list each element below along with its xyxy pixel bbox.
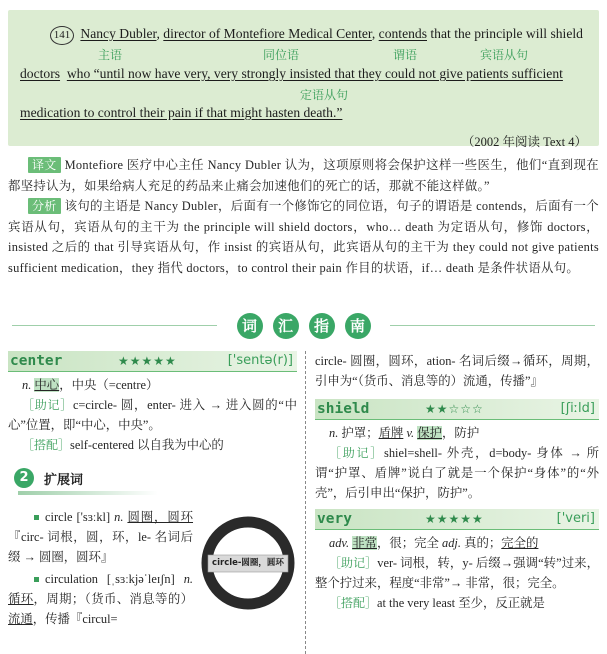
collocation-text: self-centered 以自我为中心的	[70, 438, 224, 452]
apposition-text: director of Montefiore Medical Center	[163, 26, 372, 41]
definition-rest: ，中央（=centre）	[59, 378, 159, 392]
entry-header-center	[8, 351, 297, 372]
headword-shield: shield	[317, 401, 370, 417]
circulation-entry	[8, 569, 193, 629]
title-line-right	[390, 325, 595, 326]
pos-label-2: adj.	[442, 536, 461, 550]
very-def-3: 真的；	[464, 536, 502, 550]
entry-header-very	[315, 509, 599, 530]
translation-tag: 译文	[28, 157, 61, 173]
circulation-def-2: ，周期；（货币、消息等的）	[33, 592, 193, 606]
translation-text: Montefiore 医疗中心主任 Nancy Dubler 认为，这项原则将会保护这样一些医生，他们“直到现在都坚持认为，如果给病人充足的药品来止痛会加速他们的死亡的话，那就不能这样做。”	[8, 158, 599, 193]
definition-highlight: 中心	[34, 378, 60, 392]
circle-def: 圆圈，圆环	[127, 510, 194, 524]
pos-label: n.	[329, 426, 339, 440]
circle-illustration	[200, 515, 296, 611]
sentence-line-2	[20, 66, 563, 82]
label-relative-clause: 定语从句	[300, 88, 349, 102]
center-memo	[8, 395, 297, 435]
example-sentence-box	[8, 10, 599, 149]
very-def-4: 完全的	[501, 536, 539, 550]
shield-def-4: ，防护	[442, 426, 480, 440]
headword-center: center	[10, 353, 63, 369]
extension-words	[8, 507, 193, 629]
title-char-1: 词	[237, 313, 263, 339]
subject-text: Nancy Dubler	[80, 26, 157, 41]
source-citation: （2002 年阅读 Text 4）	[461, 135, 587, 149]
circulation-word: circulation [ˌsɜːkjəˈleɪʃn]	[45, 572, 175, 586]
shield-memo	[315, 443, 599, 503]
translation-paragraph	[8, 155, 599, 196]
column-divider	[305, 351, 306, 654]
memo-tag: ［助记］	[22, 398, 73, 412]
extension-badge: 2	[14, 468, 34, 488]
frequency-stars: ★★★★★	[425, 512, 484, 526]
circulation-def-1: 循环	[8, 592, 34, 606]
shield-def-1: 护罩；	[341, 426, 379, 440]
very-def-1: 非常	[352, 536, 377, 550]
title-char-2: 汇	[273, 313, 299, 339]
collocation-text: at the very least 至少，反正就是	[377, 596, 545, 610]
very-collocation	[315, 593, 599, 613]
sentence-number: 141	[50, 26, 74, 45]
analysis-text: 该句的主语是 Nancy Dubler，后面有一个修饰它的同位语，句子的谓语是 contends，后面有一个宾语从句，宾语从句的主干为 the principle will shield doctors，who… death 为定语从句，修饰 doctors，insisted 之后的 that 引导宾语从句，作 insist 的宾语从句，此宾语从句的主干为 they could not give patients sufficient medication，they 指代 doctors，to control their pain 作目的状语，if… death 是条件状语从句。	[8, 199, 599, 275]
center-definition	[8, 375, 297, 395]
label-predicate: 谓语	[393, 48, 418, 62]
extension-underline	[18, 491, 158, 495]
memo-tag: ［助记］	[329, 556, 378, 570]
shield-definition	[315, 423, 599, 443]
bullet-icon	[34, 577, 39, 582]
relative-clause-text: who “until now have very, very strongly insisted that they could not give patients sufficient	[66, 66, 563, 81]
frequency-stars: ★★☆☆☆	[425, 402, 484, 416]
circle-note: 『circ- 词根，圆，环，le- 名词后缀 → 圆圈，圆环』	[8, 530, 193, 564]
vocabulary-guide-title	[0, 313, 607, 339]
center-collocation	[8, 435, 297, 455]
pos-label-2: v.	[406, 426, 415, 440]
predicate-text: contends	[378, 26, 427, 41]
memo-text: c=circle- 圆，enter- 进入 → 进入圆的“中心”位置，即“中心，中央”。	[8, 398, 297, 432]
analysis-paragraph	[8, 196, 599, 278]
circulation-def-3: 流通	[8, 612, 33, 626]
phonetic: ['sentə(r)]	[227, 353, 293, 368]
extension-title: 扩展词	[44, 473, 84, 488]
very-memo	[315, 553, 599, 593]
circulation-def-4: ，传播『circul=	[32, 612, 118, 626]
shield-def-3: 保护	[417, 426, 443, 440]
entry-header-shield	[315, 399, 599, 420]
sentence-line-1: 141 Nancy Dubler, director of Montefiore Medical Center, contends that the principle will shield	[50, 26, 583, 45]
very-definition	[315, 533, 599, 553]
circle-entry	[8, 507, 193, 567]
circulation-pos: n.	[183, 572, 193, 586]
circle-pos: n.	[114, 510, 124, 524]
doctors-text: doctors	[20, 66, 61, 81]
circulation-continued: circle- 圆圈，圆环，ation- 名词后缀→循环，周期，引申为“（货币、消息等的）流通，传播”』	[315, 354, 599, 388]
bullet-icon	[34, 515, 39, 520]
pos-label: n.	[22, 378, 32, 392]
collocation-tag: ［搭配］	[329, 596, 378, 610]
pos-label: adv.	[329, 536, 350, 550]
phonetic: ['veri]	[556, 511, 595, 526]
headword-very: very	[317, 511, 352, 527]
memo-text: shiel=shell- 外壳，d=body- 身体 → 所谓“护罩、盾牌”说白了就是一个保护“身体”的“外壳”，后引申出“保护，防护”。	[315, 446, 599, 500]
phonetic: [ʃiːld]	[560, 401, 595, 416]
relative-clause-end: medication to control their pain if that might hasten death.”	[20, 105, 343, 120]
memo-text: ver- 词根，转，y- 后缀→强调“转”过来，整个拧过来，程度“非常”→ 非常，很；完全。	[315, 556, 599, 590]
title-char-4: 南	[345, 313, 371, 339]
analysis-tag: 分析	[28, 198, 61, 214]
object-clause-start: that the principle will shield	[430, 26, 583, 41]
label-subject: 主语	[98, 48, 123, 62]
collocation-tag: ［搭配］	[22, 438, 71, 452]
sentence-line-3	[20, 105, 342, 121]
circle-word: circle ['sɜːkl]	[45, 510, 111, 524]
left-column	[8, 351, 297, 654]
label-object-clause: 宾语从句	[480, 48, 529, 62]
very-def-2: ，很；完全	[376, 536, 439, 550]
right-column	[315, 351, 599, 654]
label-apposition: 同位语	[263, 48, 300, 62]
shield-def-2: 盾牌	[378, 426, 404, 440]
illustration-label: circle-圆圈，圆环	[212, 558, 284, 568]
title-line-left	[12, 325, 217, 326]
frequency-stars: ★★★★★	[118, 354, 177, 368]
title-char-3: 指	[309, 313, 335, 339]
memo-tag: ［助记］	[329, 446, 385, 460]
